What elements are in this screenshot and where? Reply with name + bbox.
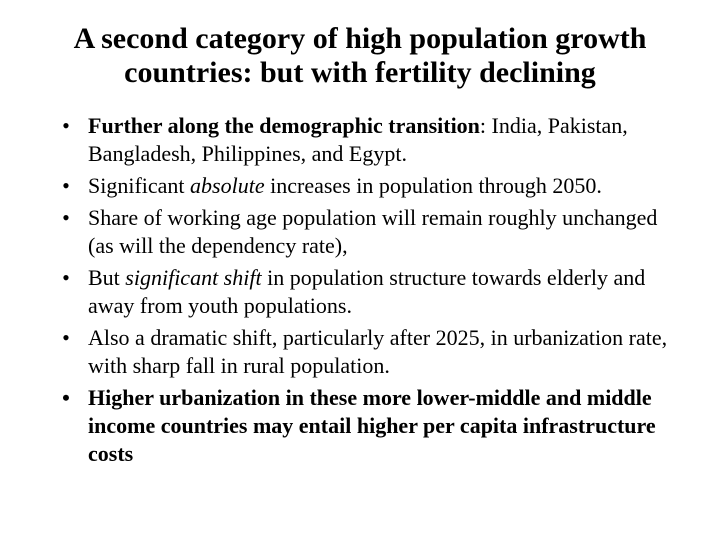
bullet-3-text: Share of working age population will remain roughly unchanged (as will the dependency rate), — [88, 205, 658, 258]
bullet-marker: • — [62, 325, 70, 350]
bullet-item-3 — [56, 204, 676, 260]
bullet-2-text-b: increases in population through 2050. — [264, 173, 602, 198]
title-line-1: A second category of high population growth — [73, 22, 647, 55]
bullet-marker: • — [62, 173, 70, 198]
bullet-4-italic-text: significant shift — [125, 265, 262, 290]
bullet-list — [56, 112, 676, 472]
bullet-marker: • — [62, 113, 70, 138]
bullet-marker: • — [62, 385, 70, 410]
bullet-1-bold-text: Further along the demographic transition — [88, 113, 480, 138]
bullet-item-1 — [56, 112, 676, 168]
title-line-2: countries: but with fertility declining — [124, 56, 596, 89]
bullet-5-text: Also a dramatic shift, particularly after 2025, in urbanization rate, with sharp fall in rural population. — [88, 325, 668, 378]
slide-title — [20, 22, 700, 90]
bullet-item-2 — [56, 172, 676, 200]
bullet-2-italic-text: absolute — [190, 173, 265, 198]
bullet-4-text-b: in population structure towards elderly and away from youth populations. — [88, 265, 646, 318]
bullet-item-5 — [56, 324, 676, 380]
bullet-marker: • — [62, 265, 70, 290]
bullet-marker: • — [62, 205, 70, 230]
bullet-1-text: : India, Pakistan, Bangladesh, Philippines, and Egypt. — [88, 113, 628, 166]
bullet-item-6 — [56, 384, 676, 468]
bullet-item-4 — [56, 264, 676, 320]
bullet-6-bold-text: Higher urbanization in these more lower-middle and middle income countries may entail higher per capita infrastructure costs — [88, 385, 656, 466]
bullet-2-text-a: Significant — [88, 173, 191, 198]
bullet-4-text-a: But — [88, 265, 126, 290]
